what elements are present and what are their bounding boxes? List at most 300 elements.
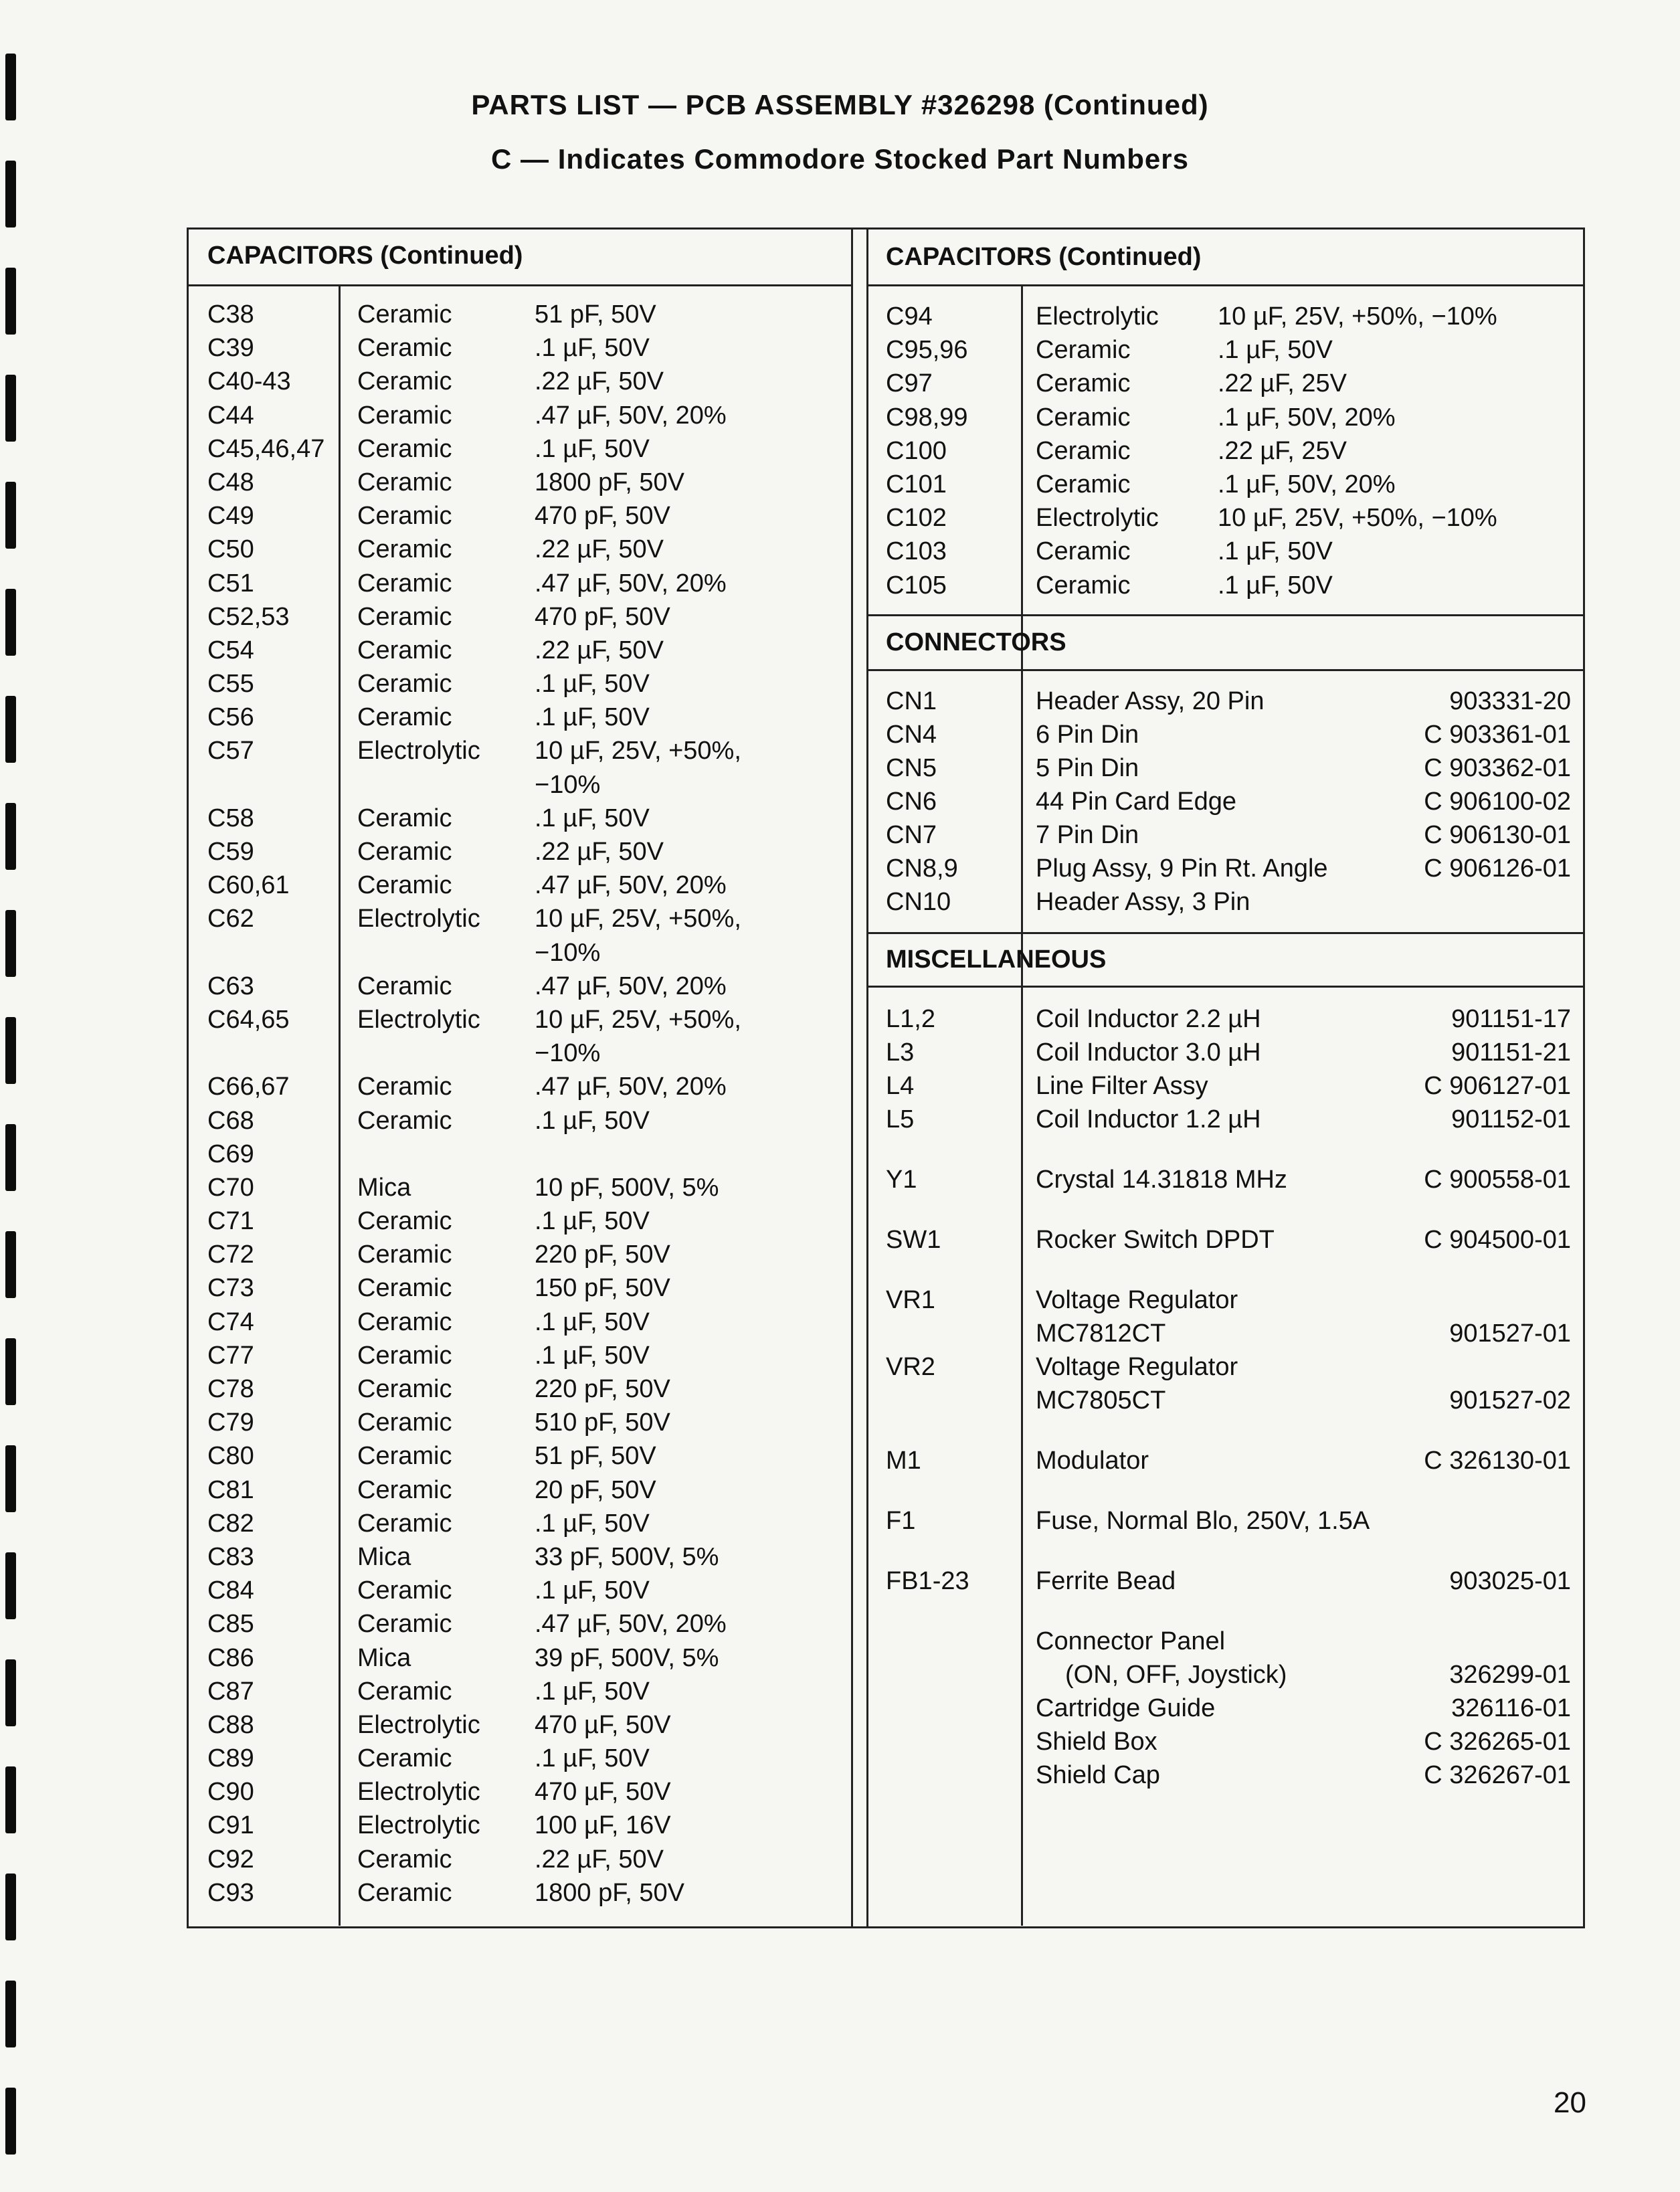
description: Connector Panel <box>1036 1627 1226 1655</box>
type: Ceramic <box>357 838 452 866</box>
description: 6 Pin Din <box>1036 721 1139 749</box>
type: Ceramic <box>357 602 452 631</box>
table-row <box>207 1675 889 1708</box>
value: 10 µF, 25V, +50%, −10% <box>1218 504 1497 533</box>
table-row <box>207 701 889 734</box>
type: Ceramic <box>357 636 452 664</box>
punch-hole <box>5 1231 16 1298</box>
value: .1 µF, 50V <box>1218 336 1333 365</box>
table-row <box>886 718 1571 751</box>
ref: L4 <box>886 1072 915 1100</box>
misc-rule-bottom <box>867 986 1583 988</box>
ref: CN5 <box>886 754 937 782</box>
table-row <box>207 667 889 701</box>
type: Ceramic <box>357 367 452 396</box>
ref: C62 <box>207 905 254 933</box>
table-row <box>207 902 889 935</box>
type: Ceramic <box>357 1241 452 1269</box>
ref: Y1 <box>886 1166 917 1194</box>
type: Electrolytic <box>357 1778 480 1807</box>
value: 51 pF, 50V <box>535 1442 656 1471</box>
ref: C89 <box>207 1744 254 1773</box>
table-row <box>886 401 1619 434</box>
type: Mica <box>357 1542 411 1571</box>
value: −10% <box>535 770 601 799</box>
table-row <box>207 1876 889 1910</box>
table-row <box>207 1742 889 1775</box>
table-row <box>886 785 1571 818</box>
type: Ceramic <box>1036 336 1131 365</box>
description: Coil Inductor 1.2 µH <box>1036 1105 1261 1133</box>
punch-hole <box>5 1338 16 1405</box>
type: Ceramic <box>357 1375 452 1403</box>
ref: C92 <box>207 1845 254 1874</box>
table-row <box>207 1439 889 1473</box>
ref: C63 <box>207 972 254 1000</box>
ref: C98,99 <box>886 403 968 432</box>
table-row <box>886 1692 1571 1725</box>
ref: C84 <box>207 1576 254 1605</box>
ref: C55 <box>207 670 254 699</box>
table-row <box>207 936 889 970</box>
description: Coil Inductor 2.2 µH <box>1036 1005 1261 1033</box>
value: .1 µF, 50V <box>535 1744 650 1773</box>
ref: C68 <box>207 1106 254 1135</box>
value: 470 µF, 50V <box>535 1710 671 1739</box>
value: .1 µF, 50V, 20% <box>1218 403 1396 432</box>
part-number: C 906127-01 <box>1424 1072 1571 1100</box>
punch-hole <box>5 375 16 442</box>
type: Ceramic <box>357 1878 452 1907</box>
connectors-rule-bottom <box>867 669 1583 671</box>
value: 1800 pF, 50V <box>535 468 684 496</box>
ref: C85 <box>207 1610 254 1639</box>
connectors-rule-top <box>867 614 1583 616</box>
ref: C91 <box>207 1811 254 1840</box>
ref: C77 <box>207 1341 254 1370</box>
connectors-list <box>886 684 1571 919</box>
description: Voltage Regulator <box>1036 1286 1238 1314</box>
punch-hole <box>5 268 16 335</box>
table-row <box>207 600 889 634</box>
left-header-rule <box>189 284 852 286</box>
description: 7 Pin Din <box>1036 821 1139 849</box>
table-row <box>207 567 889 600</box>
value: 1800 pF, 50V <box>535 1878 684 1907</box>
value: .1 µF, 50V <box>535 334 650 363</box>
type: Ceramic <box>357 1610 452 1639</box>
value: 10 µF, 25V, +50%, <box>535 1005 741 1034</box>
type: Ceramic <box>357 1442 452 1471</box>
table-row <box>207 1607 889 1641</box>
miscellaneous-list <box>886 1002 1571 1792</box>
table-row <box>207 432 889 466</box>
table-row <box>886 684 1571 718</box>
table-row <box>886 1350 1571 1384</box>
ref: C50 <box>207 535 254 564</box>
spacer <box>886 1196 1571 1223</box>
description: Header Assy, 20 Pin <box>1036 687 1265 715</box>
table-row <box>207 399 889 432</box>
punch-hole <box>5 696 16 763</box>
type: Ceramic <box>357 871 452 900</box>
type: Ceramic <box>357 1341 452 1370</box>
ref: C93 <box>207 1878 254 1907</box>
description: Shield Cap <box>1036 1761 1160 1789</box>
type: Ceramic <box>357 804 452 832</box>
ref: VR2 <box>886 1353 935 1381</box>
spacer <box>886 1538 1571 1564</box>
table-row <box>207 634 889 667</box>
value: .1 µF, 50V <box>535 1576 650 1605</box>
type: Electrolytic <box>357 905 480 933</box>
type: Ceramic <box>357 535 452 564</box>
type: Ceramic <box>1036 369 1131 398</box>
value: .1 µF, 50V <box>535 434 650 463</box>
value: −10% <box>535 938 601 967</box>
type: Electrolytic <box>1036 302 1159 331</box>
table-row <box>207 1473 889 1507</box>
table-row <box>207 1809 889 1842</box>
misc-rule-top <box>867 932 1583 934</box>
description: Cartridge Guide <box>1036 1694 1216 1722</box>
ref: L3 <box>886 1038 915 1067</box>
ref: C73 <box>207 1274 254 1303</box>
table-row <box>207 734 889 767</box>
value: 470 µF, 50V <box>535 1778 671 1807</box>
value: .22 µF, 50V <box>535 636 664 664</box>
ref: CN6 <box>886 788 937 816</box>
value: .47 µF, 50V, 20% <box>535 569 727 598</box>
ref: C102 <box>886 504 947 533</box>
type: Electrolytic <box>1036 504 1159 533</box>
connectors-heading: CONNECTORS <box>886 628 1066 656</box>
value: 470 pF, 50V <box>535 602 670 631</box>
value: .1 µF, 50V <box>1218 537 1333 566</box>
table-row <box>207 1372 889 1406</box>
part-number: 901152-01 <box>1451 1105 1571 1133</box>
table-row <box>207 1036 889 1070</box>
part-number: C 903361-01 <box>1424 721 1571 749</box>
punch-hole <box>5 1766 16 1833</box>
description: 44 Pin Card Edge <box>1036 788 1236 816</box>
description: MC7812CT <box>1036 1319 1166 1348</box>
left-capacitor-list <box>207 298 889 1910</box>
table-row <box>886 1317 1571 1350</box>
part-number: C 326267-01 <box>1424 1761 1571 1789</box>
part-number: C 326130-01 <box>1424 1447 1571 1475</box>
type: Ceramic <box>1036 436 1131 465</box>
table-row <box>886 818 1571 852</box>
value: 220 pF, 50V <box>535 1375 670 1403</box>
ref: C40-43 <box>207 367 291 396</box>
table-row <box>207 331 889 365</box>
ref: C103 <box>886 537 947 566</box>
value: .1 µF, 50V <box>535 703 650 732</box>
ref: SW1 <box>886 1226 941 1254</box>
table-row <box>886 1103 1571 1136</box>
type: Ceramic <box>1036 537 1131 566</box>
type: Ceramic <box>1036 571 1131 600</box>
ref: L5 <box>886 1105 915 1133</box>
type: Ceramic <box>357 670 452 699</box>
description: Voltage Regulator <box>1036 1353 1238 1381</box>
ref: C105 <box>886 571 947 600</box>
page-title: PARTS LIST — PCB ASSEMBLY #326298 (Continued) <box>471 89 1209 120</box>
table-row <box>207 1271 889 1305</box>
type: Ceramic <box>357 1845 452 1874</box>
type: Ceramic <box>357 334 452 363</box>
part-number: C 900558-01 <box>1424 1166 1571 1194</box>
value: .22 µF, 50V <box>535 1845 664 1874</box>
value: .47 µF, 50V, 20% <box>535 401 727 430</box>
type: Electrolytic <box>357 1005 480 1034</box>
type: Electrolytic <box>357 1811 480 1840</box>
table-row <box>207 802 889 835</box>
ref: C100 <box>886 436 947 465</box>
value: .47 µF, 50V, 20% <box>535 1073 727 1101</box>
value: 220 pF, 50V <box>535 1241 670 1269</box>
value: .1 µF, 50V <box>535 1307 650 1336</box>
value: .22 µF, 25V <box>1218 369 1347 398</box>
type: Ceramic <box>357 1274 452 1303</box>
value: 470 pF, 50V <box>535 502 670 531</box>
table-row <box>886 1725 1571 1758</box>
type: Ceramic <box>357 1677 452 1706</box>
description: (ON, OFF, Joystick) <box>1065 1661 1287 1689</box>
value: 20 pF, 50V <box>535 1475 656 1504</box>
ref: VR1 <box>886 1286 935 1314</box>
type: Electrolytic <box>357 1710 480 1739</box>
description: Modulator <box>1036 1447 1149 1475</box>
right-capacitors-heading: CAPACITORS (Continued) <box>886 243 1202 271</box>
punch-hole <box>5 1017 16 1084</box>
table-row <box>207 869 889 902</box>
ref: C97 <box>886 369 933 398</box>
ref: CN1 <box>886 687 937 715</box>
parts-table <box>187 227 1585 1928</box>
table-row <box>207 499 889 533</box>
punch-hole <box>5 482 16 549</box>
ref: CN8,9 <box>886 854 958 883</box>
value: .1 µF, 50V <box>535 1677 650 1706</box>
ref: C83 <box>207 1542 254 1571</box>
type: Ceramic <box>357 703 452 732</box>
part-number: 903331-20 <box>1449 687 1571 715</box>
value: 10 µF, 25V, +50%, <box>535 737 741 765</box>
table-row <box>207 835 889 869</box>
type: Ceramic <box>357 569 452 598</box>
ref: C94 <box>886 302 933 331</box>
table-row <box>886 1758 1571 1792</box>
ref: C64,65 <box>207 1005 290 1034</box>
type: Ceramic <box>357 1307 452 1336</box>
ref: C56 <box>207 703 254 732</box>
table-row <box>886 751 1571 785</box>
ref: CN7 <box>886 821 937 849</box>
type: Ceramic <box>357 1475 452 1504</box>
description: Rocker Switch DPDT <box>1036 1226 1275 1254</box>
ref: L1,2 <box>886 1005 935 1033</box>
table-row <box>207 1775 889 1809</box>
table-row <box>886 1223 1571 1257</box>
part-number: 901151-17 <box>1451 1005 1571 1033</box>
ref: C54 <box>207 636 254 664</box>
type: Ceramic <box>357 972 452 1000</box>
miscellaneous-heading: MISCELLANEOUS <box>886 945 1107 974</box>
spacer <box>886 1598 1571 1625</box>
ref: CN10 <box>886 888 951 916</box>
type: Ceramic <box>357 502 452 531</box>
ref: C70 <box>207 1173 254 1202</box>
right-header-rule <box>867 284 1583 286</box>
part-number: C 903362-01 <box>1424 754 1571 782</box>
table-row <box>886 1564 1571 1598</box>
table-row <box>886 1036 1571 1069</box>
type: Ceramic <box>357 1106 452 1135</box>
value: .22 µF, 50V <box>535 535 664 564</box>
table-row <box>886 852 1571 885</box>
ref: C101 <box>886 470 947 498</box>
description: Ferrite Bead <box>1036 1567 1176 1595</box>
value: .47 µF, 50V, 20% <box>535 871 727 900</box>
table-row <box>886 468 1619 501</box>
table-row <box>207 1540 889 1574</box>
part-number: C 906100-02 <box>1424 788 1571 816</box>
ref: C80 <box>207 1442 254 1471</box>
table-row <box>207 1406 889 1439</box>
table-row <box>207 1137 889 1171</box>
ref: C95,96 <box>886 336 968 365</box>
table-row <box>886 1002 1571 1036</box>
type: Electrolytic <box>357 737 480 765</box>
ref: C57 <box>207 737 254 765</box>
ref: C45,46,47 <box>207 434 325 463</box>
table-row <box>886 1444 1571 1477</box>
punch-hole <box>5 2088 16 2155</box>
table-row <box>207 1507 889 1540</box>
table-row <box>207 1708 889 1742</box>
value: 33 pF, 500V, 5% <box>535 1542 719 1571</box>
punch-hole <box>5 910 16 977</box>
value: −10% <box>535 1039 601 1068</box>
table-row <box>886 1069 1571 1103</box>
value: .1 µF, 50V <box>535 804 650 832</box>
value: .1 µF, 50V <box>535 1207 650 1236</box>
table-row <box>886 1384 1571 1417</box>
ref: C38 <box>207 300 254 329</box>
ref: F1 <box>886 1507 916 1535</box>
spacer <box>886 1136 1571 1163</box>
table-row <box>207 1171 889 1204</box>
ref: C74 <box>207 1307 254 1336</box>
type: Ceramic <box>357 1207 452 1236</box>
value: .22 µF, 25V <box>1218 436 1347 465</box>
spacer <box>886 1257 1571 1283</box>
value: .47 µF, 50V, 20% <box>535 1610 727 1639</box>
type: Ceramic <box>357 1073 452 1101</box>
punch-hole <box>5 1552 16 1619</box>
ref: C51 <box>207 569 254 598</box>
punch-hole <box>5 1981 16 2047</box>
binder-punch-holes <box>0 0 27 2192</box>
ref: C72 <box>207 1241 254 1269</box>
description: Shield Box <box>1036 1728 1157 1756</box>
value: .47 µF, 50V, 20% <box>535 972 727 1000</box>
ref: C81 <box>207 1475 254 1504</box>
ref: C79 <box>207 1408 254 1437</box>
table-row <box>207 466 889 499</box>
value: .22 µF, 50V <box>535 367 664 396</box>
table-row <box>207 1070 889 1103</box>
table-row <box>207 1305 889 1339</box>
value: 510 pF, 50V <box>535 1408 670 1437</box>
punch-hole <box>5 803 16 870</box>
spacer <box>886 1417 1571 1444</box>
punch-hole <box>5 1659 16 1726</box>
description: Line Filter Assy <box>1036 1072 1208 1100</box>
table-row <box>886 434 1619 468</box>
description: Fuse, Normal Blo, 250V, 1.5A <box>1036 1507 1370 1535</box>
type: Mica <box>357 1643 411 1672</box>
part-number: 901151-21 <box>1451 1038 1571 1067</box>
table-row <box>207 768 889 802</box>
type: Ceramic <box>357 1509 452 1538</box>
spacer <box>886 1477 1571 1504</box>
type: Ceramic <box>357 401 452 430</box>
value: 10 µF, 25V, +50%, <box>535 905 741 933</box>
part-number: 903025-01 <box>1449 1567 1571 1595</box>
ref: C87 <box>207 1677 254 1706</box>
ref: C52,53 <box>207 602 290 631</box>
ref: C48 <box>207 468 254 496</box>
table-row <box>207 1104 889 1137</box>
table-row <box>207 1574 889 1607</box>
type: Ceramic <box>357 468 452 496</box>
punch-hole <box>5 1445 16 1512</box>
ref: CN4 <box>886 721 937 749</box>
value: .22 µF, 50V <box>535 838 664 866</box>
table-row <box>207 970 889 1003</box>
type: Ceramic <box>1036 470 1131 498</box>
part-number: C 904500-01 <box>1424 1226 1571 1254</box>
table-row <box>207 1238 889 1271</box>
ref: C88 <box>207 1710 254 1739</box>
table-row <box>886 1504 1571 1538</box>
punch-hole <box>5 589 16 656</box>
table-row <box>207 1843 889 1876</box>
value: .1 µF, 50V <box>535 1341 650 1370</box>
table-row <box>886 333 1619 367</box>
type: Ceramic <box>357 1744 452 1773</box>
left-section-heading: CAPACITORS (Continued) <box>207 242 523 270</box>
value: 51 pF, 50V <box>535 300 656 329</box>
ref: C71 <box>207 1207 254 1236</box>
part-number: C 906126-01 <box>1424 854 1571 883</box>
table-row <box>886 569 1619 602</box>
table-row <box>886 367 1619 400</box>
value: .1 µF, 50V, 20% <box>1218 470 1396 498</box>
ref: C78 <box>207 1375 254 1403</box>
ref: C44 <box>207 401 254 430</box>
description: Coil Inductor 3.0 µH <box>1036 1038 1261 1067</box>
ref: M1 <box>886 1447 921 1475</box>
value: 100 µF, 16V <box>535 1811 671 1840</box>
table-row <box>207 1641 889 1675</box>
ref: C82 <box>207 1509 254 1538</box>
table-row <box>207 1204 889 1238</box>
table-row <box>886 1658 1571 1692</box>
